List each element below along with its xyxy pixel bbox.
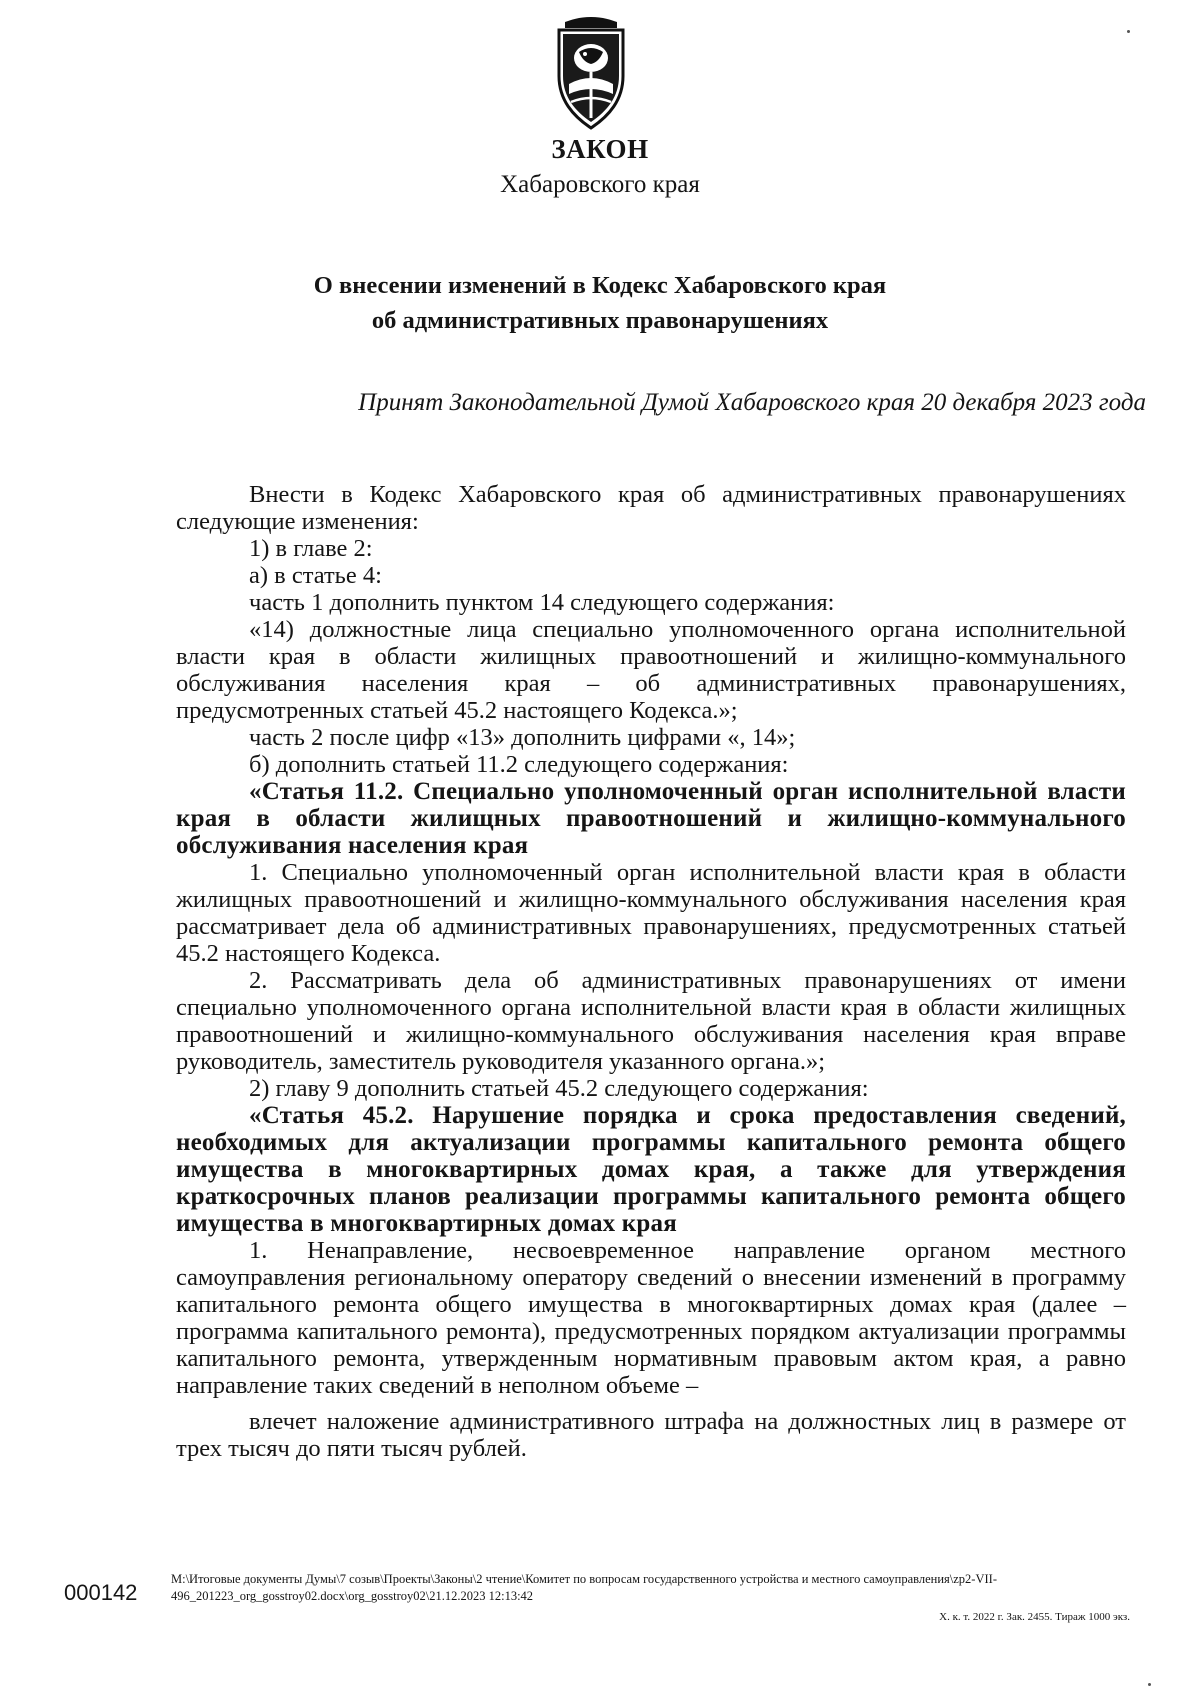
file-path-line-1: M:\Итоговые документы Думы\7 созыв\Проекты\Законы\2 чтение\Комитет по вопросам государственного устройства и местного самоуправления\zp2-VII- <box>171 1572 997 1586</box>
document-title: ЗАКОН <box>551 134 649 164</box>
article-45-2-part-1: 1. Ненаправление, несвоевременное направление органом местного самоуправления региональному оператору сведений о внесении изменений в программу капитального ремонта общего имущества в многоквартирных домах края (далее – программа капитального ремонта), предусмотренных порядком актуализации программы капитального ремонта, утвержденным нормативным правовым актом края, а равно направление таких сведений в неполном объеме – <box>176 1237 1126 1399</box>
article-11-2-title: «Статья 11.2. Специально уполномоченный орган исполнительной власти края в области жилищных правоотношений и жилищно-коммунального обслуживания населения края <box>176 778 1126 859</box>
document-number: 000142 <box>64 1580 138 1605</box>
coat-of-arms-icon <box>541 14 641 132</box>
document-subtitle: Хабаровского края <box>500 171 700 198</box>
law-body <box>176 481 1126 1462</box>
new-point-14: «14) должностные лица специально уполномоченного органа исполнительной власти края в области жилищных правоотношений и жилищно-коммунального обслуживания населения края – об административных правонарушениях, предусмотренных статьей 45.2 настоящего Кодекса.»; <box>176 616 1126 724</box>
amendment-part-2: часть 2 после цифр «13» дополнить цифрами «, 14»; <box>249 724 796 751</box>
article-45-2-sanction: влечет наложение административного штрафа на должностных лиц в размере от трех тысяч до пяти тысяч рублей. <box>176 1408 1126 1462</box>
article-45-2-title: «Статья 45.2. Нарушение порядка и срока предоставления сведений, необходимых для актуализации программы капитального ремонта общего имущества в многоквартирных домах края, а также для утверждения краткосрочных планов реализации программы капитального ремонта общего имущества в многоквартирных домах края <box>176 1102 1126 1237</box>
scan-speck <box>1127 30 1130 33</box>
adoption-note: Принят Законодательной Думой Хабаровского края 20 декабря 2023 года <box>358 389 1146 416</box>
item-article-4: а) в статье 4: <box>249 562 382 589</box>
article-11-2-part-1: 1. Специально уполномоченный орган исполнительной власти края в области жилищных правоотношений и жилищно-коммунального обслуживания населения края рассматривает дела об административных правонарушениях, предусмотренных статьей 45.2 настоящего Кодекса. <box>176 859 1126 967</box>
article-11-2-part-2: 2. Рассматривать дела об административных правонарушениях от имени специально уполномоченного органа исполнительной власти края в области жилищных правоотношений и жилищно-коммунального обслуживания населения края вправе руководитель, заместитель руководителя указанного органа.»; <box>176 967 1126 1075</box>
scan-speck <box>1148 1683 1151 1686</box>
intro-paragraph: Внести в Кодекс Хабаровского края об административных правонарушениях следующие изменения: <box>176 481 1126 535</box>
law-name-line-2: об административных правонарушениях <box>371 307 829 334</box>
amendment-part-1: часть 1 дополнить пунктом 14 следующего содержания: <box>249 589 835 616</box>
item-chapter-9: 2) главу 9 дополнить статьей 45.2 следующего содержания: <box>249 1075 869 1102</box>
item-chapter-2: 1) в главе 2: <box>249 535 373 562</box>
item-add-article-11-2: б) дополнить статьей 11.2 следующего содержания: <box>249 751 789 778</box>
file-path-line-2: 496_201223_org_gosstroy02.docx\org_gosstroy02\21.12.2023 12:13:42 <box>171 1589 534 1603</box>
print-info: Х. к. т. 2022 г. Зак. 2455. Тираж 1000 экз. <box>939 1611 1130 1623</box>
law-name-line-1: О внесении изменений в Кодекс Хабаровского края <box>313 272 887 299</box>
file-path <box>171 1571 1131 1605</box>
law-name <box>250 268 950 338</box>
